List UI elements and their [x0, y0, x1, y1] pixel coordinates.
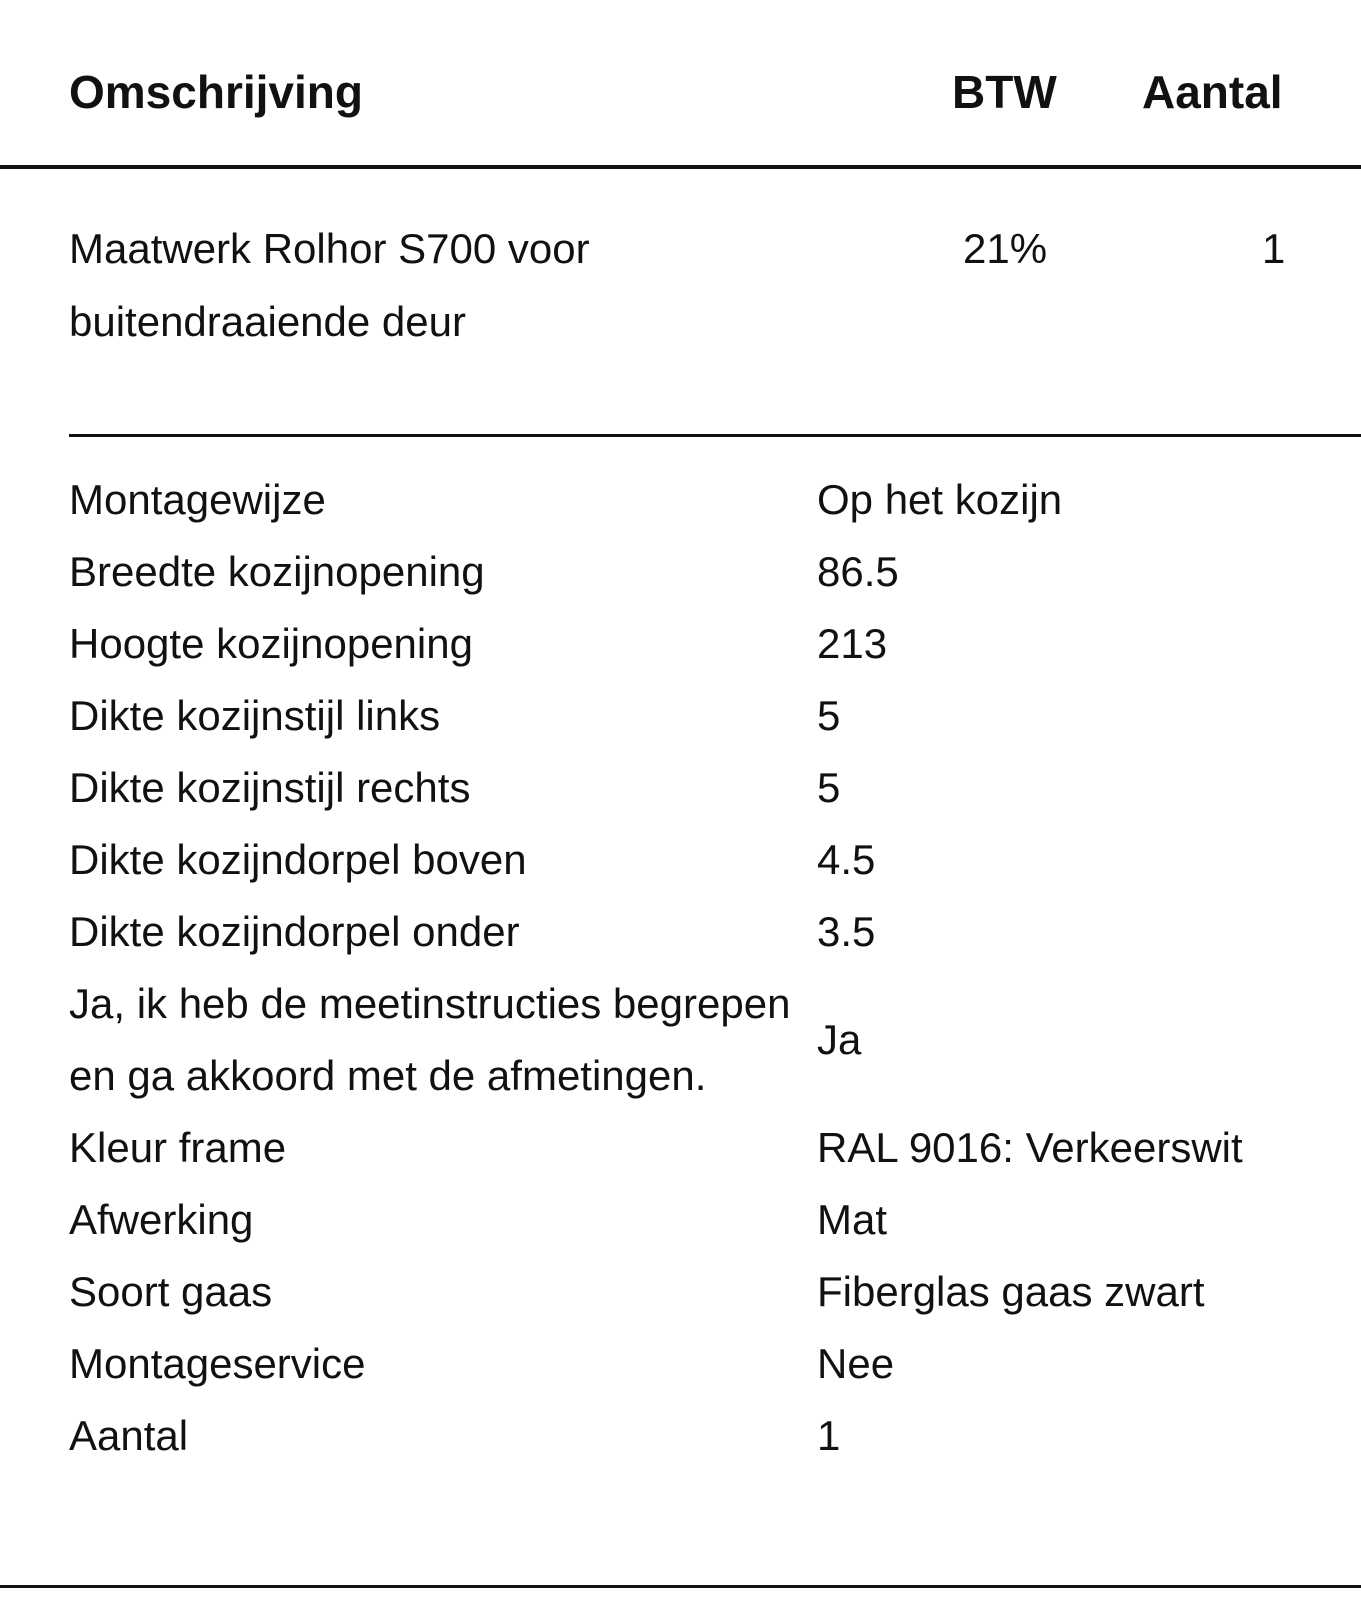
column-header-vat: BTW: [952, 66, 1057, 118]
item-properties-list: [69, 464, 1361, 1472]
item-vat: 21%: [963, 225, 1048, 272]
property-label: Dikte kozijnstijl links: [69, 692, 441, 739]
property-label: Montageservice: [69, 1340, 366, 1387]
property-row: [69, 1184, 1361, 1256]
property-label: Dikte kozijnstijl rechts: [69, 764, 471, 811]
property-row: [69, 896, 1361, 968]
property-row: [69, 1328, 1361, 1400]
property-value: 5: [817, 692, 841, 739]
property-label: Hoogte kozijnopening: [69, 620, 473, 667]
property-value: 3.5: [817, 908, 876, 955]
property-value: Mat: [817, 1196, 888, 1243]
header-divider: [0, 165, 1361, 169]
property-label: Afwerking: [69, 1196, 254, 1243]
property-label: Aantal: [69, 1412, 189, 1459]
property-label: Kleur frame: [69, 1124, 287, 1171]
property-value: Ja: [817, 1016, 862, 1063]
item-quantity: 1: [1262, 225, 1286, 272]
property-label: Montagewijze: [69, 476, 326, 523]
property-row: [69, 680, 1361, 752]
property-row: [69, 608, 1361, 680]
item-divider: [69, 434, 1361, 437]
property-value: Fiberglas gaas zwart: [817, 1268, 1205, 1315]
item-description: [69, 212, 729, 358]
table-header: [0, 0, 1361, 170]
column-header-description: Omschrijving: [69, 66, 363, 118]
property-value: Op het kozijn: [817, 476, 1063, 523]
property-row: [69, 968, 1361, 1112]
table-bottom-divider: [0, 1585, 1361, 1588]
property-label: Dikte kozijndorpel boven: [69, 836, 527, 883]
property-row: [69, 1112, 1361, 1184]
property-row: [69, 752, 1361, 824]
property-value: 213: [817, 620, 888, 667]
property-row: [69, 464, 1361, 536]
property-label: Ja, ik heb de meetinstructies begrepen en ga akkoord met de afmetingen.: [69, 980, 791, 1099]
item-description-line-2: buitendraaiende deur: [69, 298, 466, 345]
property-row: [69, 824, 1361, 896]
property-value: 86.5: [817, 548, 899, 595]
property-value: Nee: [817, 1340, 895, 1387]
item-description-line-1: Maatwerk Rolhor S700 voor: [69, 225, 590, 272]
property-row: [69, 536, 1361, 608]
property-value: 1: [817, 1412, 841, 1459]
property-value: 4.5: [817, 836, 876, 883]
property-value: 5: [817, 764, 841, 811]
column-header-quantity: Aantal: [1142, 66, 1283, 118]
property-label: Dikte kozijndorpel onder: [69, 908, 520, 955]
property-label: Breedte kozijnopening: [69, 548, 485, 595]
property-value: RAL 9016: Verkeerswit: [817, 1124, 1243, 1171]
property-row: [69, 1256, 1361, 1328]
property-label: Soort gaas: [69, 1268, 273, 1315]
property-row: [69, 1400, 1361, 1472]
